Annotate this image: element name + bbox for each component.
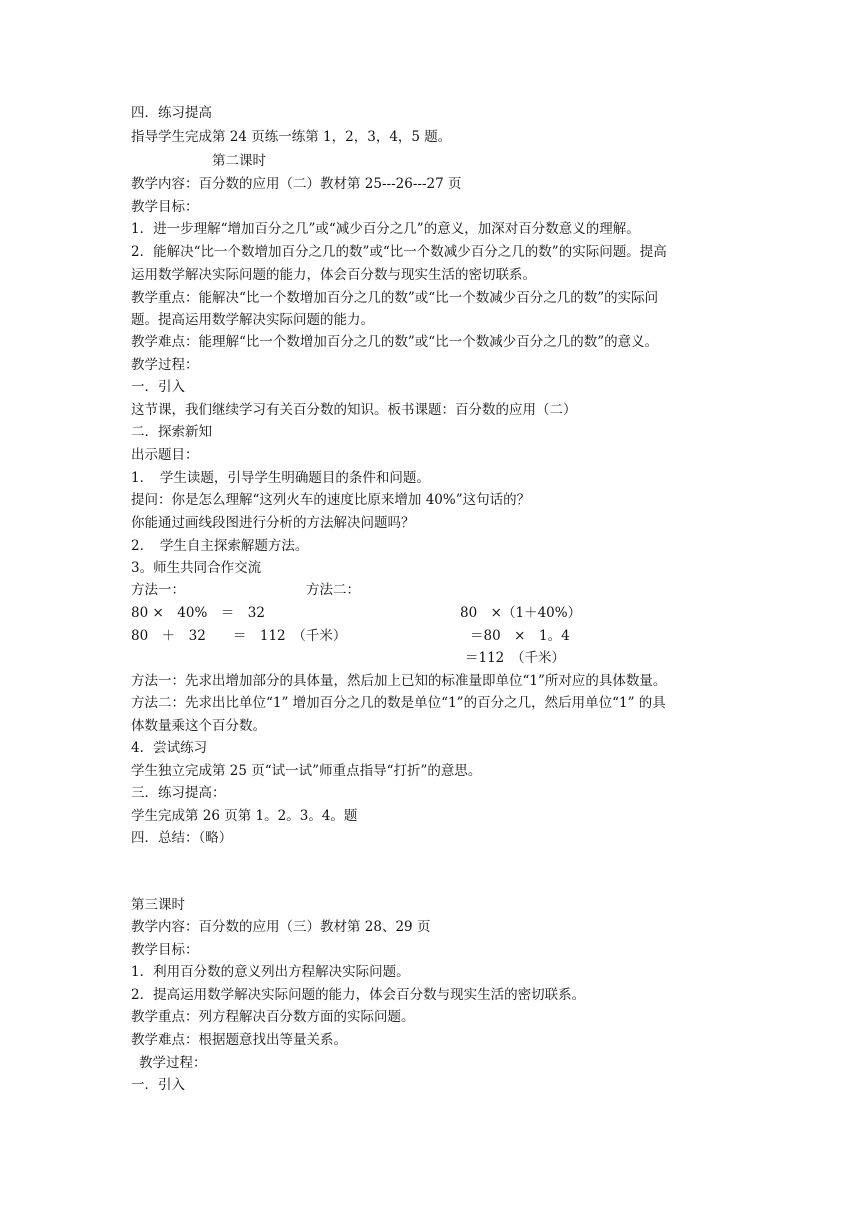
text-line: 教学重点：列方程解决百分数方面的实际问题。 bbox=[131, 1009, 415, 1025]
text-line: 2．提高运用数学解决实际问题的能力，体会百分数与现实生活的密切联系。 bbox=[131, 987, 586, 1003]
text-line: 第二课时 bbox=[212, 153, 266, 169]
text-line: ＝112 （千米） bbox=[465, 650, 566, 666]
text-line: 一．引入 bbox=[131, 1077, 185, 1093]
text-line: 教学难点：根据题意找出等量关系。 bbox=[131, 1032, 347, 1048]
text-line: ＝80 × 1。4 bbox=[470, 628, 570, 644]
text-line: 学生独立完成第 25 页“试一试”师重点指导“打折”的意思。 bbox=[131, 763, 482, 779]
text-line: 3。师生共同合作交流 bbox=[131, 560, 262, 576]
text-line: 1．进一步理解“增加百分之几”或“减少百分之几”的意义，加深对百分数意义的理解。 bbox=[131, 221, 640, 237]
text-line: 80 ＋ 32 ＝ 112 （千米） bbox=[131, 628, 347, 644]
text-line: 体数量乘这个百分数。 bbox=[131, 718, 266, 734]
text-line: 1．利用百分数的意义列出方程解决实际问题。 bbox=[131, 964, 410, 980]
text-line: 教学内容：百分数的应用（二）教材第 25---26---27 页 bbox=[131, 176, 462, 192]
text-line: 80 × 40% ＝ 32 bbox=[131, 605, 265, 621]
text-line: 四．练习提高 bbox=[131, 105, 212, 121]
text-line: 这节课，我们继续学习有关百分数的知识。板书课题：百分数的应用（二） bbox=[131, 402, 577, 418]
text-line: 教学过程： bbox=[139, 1055, 207, 1071]
text-line: 教学目标： bbox=[131, 942, 199, 958]
text-line: 学生完成第 26 页第 1。2。3。4。题 bbox=[131, 808, 358, 824]
text-line: 2． 学生自主探索解题方法。 bbox=[131, 538, 309, 554]
text-line: 方法一： bbox=[131, 582, 185, 598]
text-line: 二．探索新知 bbox=[131, 424, 212, 440]
text-line: 2．能解决“比一个数增加百分之几的数”或“比一个数减少百分之几的数”的实际问题。提高 bbox=[131, 244, 667, 260]
text-line: 指导学生完成第 24 页练一练第 1，2，3，4，5 题。 bbox=[131, 129, 452, 145]
text-line: 运用数学解决实际问题的能力，体会百分数与现实生活的密切联系。 bbox=[131, 267, 536, 283]
text-line: 提问：你是怎么理解“这列火车的速度比原来增加 40%”这句话的？ bbox=[131, 492, 531, 508]
text-line: 方法二： bbox=[306, 582, 360, 598]
text-line: 方法一：先求出增加部分的具体量，然后加上已知的标准量即单位“1”所对应的具体数量。 bbox=[131, 673, 667, 689]
text-line: 三．练习提高： bbox=[131, 785, 226, 801]
text-line: 四．总结：（略） bbox=[131, 830, 233, 846]
text-line: 方法二：先求出比单位“1” 增加百分之几的数是单位“1”的百分之几，然后用单位“1” 的具 bbox=[131, 695, 666, 711]
text-line: 一．引入 bbox=[131, 379, 185, 395]
text-line: 教学过程： bbox=[131, 357, 199, 373]
text-line: 1． 学生读题，引导学生明确题目的条件和问题。 bbox=[131, 470, 430, 486]
text-line: 第三课时 bbox=[131, 897, 185, 913]
text-line: 出示题目： bbox=[131, 447, 199, 463]
text-line: 教学难点：能理解“比一个数增加百分之几的数”或“比一个数减少百分之几的数”的意义。 bbox=[131, 334, 659, 350]
text-line: 题。提高运用数学解决实际问题的能力。 bbox=[131, 312, 374, 328]
text-line: 4．尝试练习 bbox=[131, 740, 208, 756]
text-line: 80 ×（1＋40%） bbox=[460, 605, 582, 621]
text-line: 教学目标： bbox=[131, 199, 199, 215]
text-line: 你能通过画线段图进行分析的方法解决问题吗？ bbox=[131, 515, 415, 531]
text-line: 教学内容：百分数的应用（三）教材第 28、29 页 bbox=[131, 919, 431, 935]
text-line: 教学重点：能解决“比一个数增加百分之几的数”或“比一个数减少百分之几的数”的实际问 bbox=[131, 290, 659, 306]
